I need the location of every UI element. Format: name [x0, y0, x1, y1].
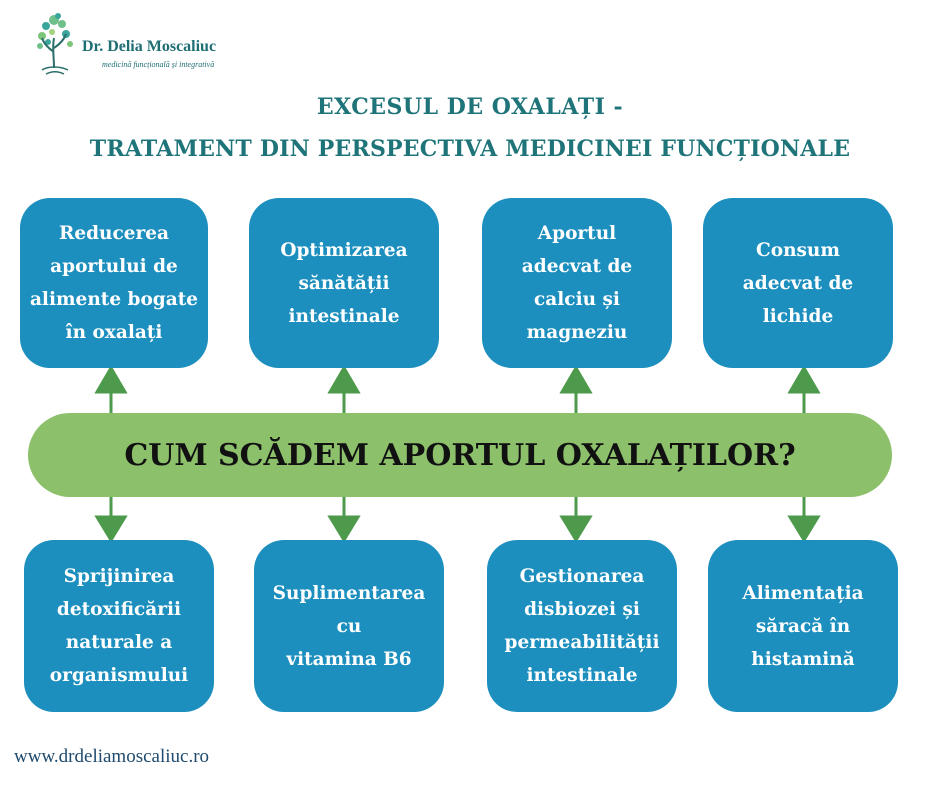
logo-name: Dr. Delia Moscaliuc: [82, 38, 217, 55]
box-line: lichide: [762, 305, 834, 327]
box-line: vitamina B6: [286, 648, 412, 670]
box-line: Alimentația: [742, 582, 864, 604]
box-line: intestinale: [526, 665, 638, 686]
arrow-up-icon: [790, 368, 818, 392]
box-line: calciu și: [534, 289, 620, 310]
box-line: histamină: [751, 648, 855, 670]
box-line: magneziu: [526, 322, 628, 343]
box-line: detoxificării: [56, 599, 182, 620]
box-line: adecvat de: [521, 256, 633, 277]
box-line: Suplimentarea: [272, 582, 426, 604]
box-line: Optimizarea: [280, 239, 408, 261]
arrow-down-icon: [97, 517, 125, 540]
page-title-line2: TRATAMENT DIN PERSPECTIVA MEDICINEI FUNCȚIONALE: [89, 136, 851, 162]
page-title-line1: EXCESUL DE OXALAȚI -: [316, 94, 624, 120]
box-line: intestinale: [288, 305, 400, 327]
box-b6-supplement: [254, 540, 444, 712]
website-url: www.drdeliamoscaliuc.ro: [14, 746, 210, 767]
box-line: cu: [336, 615, 362, 637]
box-line: aportului de: [50, 256, 178, 277]
logo-tagline: medicină funcțională și integrativă: [102, 60, 215, 69]
box-line: săracă în: [755, 615, 851, 637]
box-line: Reducerea: [58, 223, 170, 244]
box-low-histamine-diet: [708, 540, 898, 712]
box-detox-support: [24, 540, 214, 712]
box-line: adecvat de: [742, 272, 854, 294]
arrow-down-icon: [330, 517, 358, 540]
central-question: CUM SCĂDEM APORTUL OXALAȚILOR?: [28, 413, 892, 497]
box-line: naturale a: [65, 632, 173, 653]
box-line: sănătății: [298, 272, 390, 294]
box-reduce-oxalate-foods: [20, 198, 208, 368]
arrow-up-icon: [562, 368, 590, 392]
box-gut-health: [249, 198, 439, 368]
box-line: permeabilității: [504, 632, 660, 653]
arrow-up-icon: [97, 368, 125, 392]
box-fluid-intake: [703, 198, 893, 368]
box-calcium-magnesium: [482, 198, 672, 368]
box-line: alimente bogate: [29, 289, 199, 310]
arrow-down-icon: [562, 517, 590, 540]
box-line: Sprijinirea: [63, 566, 175, 587]
box-line: în oxalați: [65, 322, 163, 343]
box-line: Aportul: [537, 223, 617, 244]
arrow-down-icon: [790, 517, 818, 540]
box-line: organismului: [49, 665, 189, 686]
arrow-up-icon: [330, 368, 358, 392]
box-line: Consum: [756, 239, 840, 261]
box-line: Gestionarea: [519, 566, 645, 587]
box-line: disbiozei și: [524, 599, 640, 620]
box-dysbiosis-permeability: [487, 540, 677, 712]
